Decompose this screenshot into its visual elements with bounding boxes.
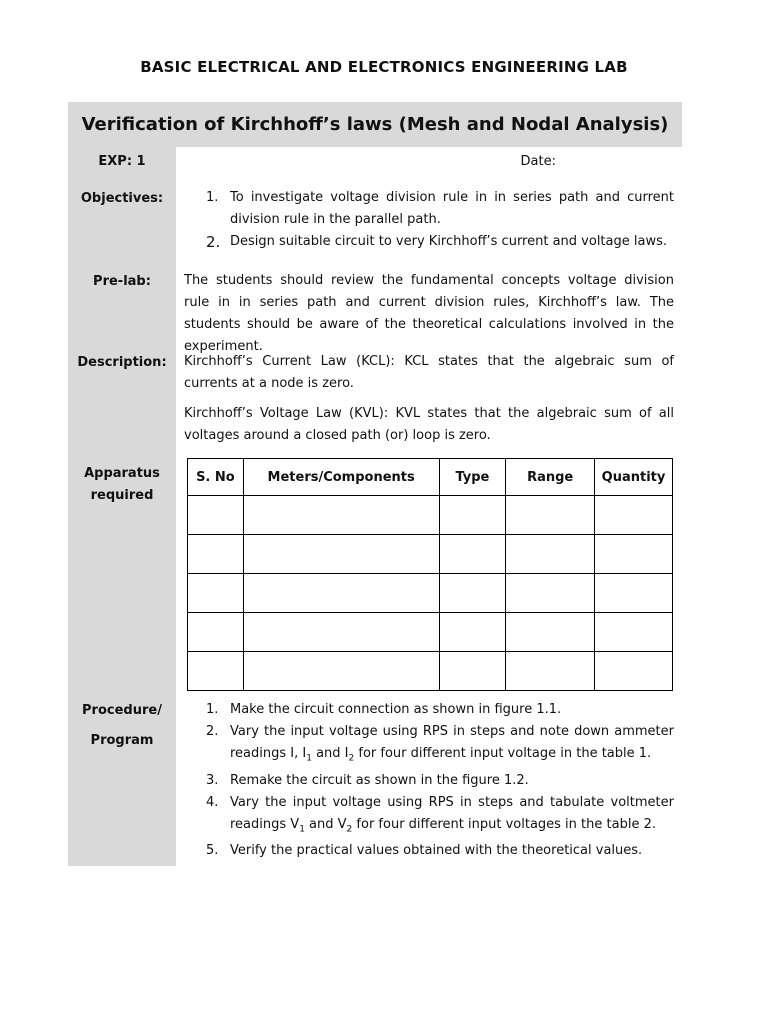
table-cell	[506, 652, 595, 691]
step-text-part: Vary the input voltage using RPS in steps and note down ammeter readings I, I	[230, 724, 674, 761]
table-row	[188, 574, 673, 613]
list-number: 2.	[206, 724, 219, 739]
objective-text: To investigate voltage division rule in in series path and current division rule in the parallel path.	[230, 190, 674, 227]
table-cell	[595, 574, 673, 613]
table-cell	[506, 496, 595, 535]
table-cell	[243, 496, 439, 535]
description-label: Description:	[77, 355, 167, 370]
procedure-step-text	[230, 794, 674, 835]
subscript: 1	[299, 824, 305, 835]
kvl-text: Kirchhoff’s Voltage Law (KVL): KVL states that the algebraic sum of all voltages around a closed path (or) loop is zero.	[184, 406, 674, 443]
lab-title: BASIC ELECTRICAL AND ELECTRONICS ENGINEERING LAB	[140, 58, 628, 76]
list-number: 1.	[206, 190, 219, 205]
experiment-title-bar	[68, 102, 682, 147]
table-row	[188, 535, 673, 574]
table-row	[188, 496, 673, 535]
table-cell	[595, 613, 673, 652]
prelab-text: The students should review the fundamental concepts voltage division rule in in series path and current division rules, Kirchhoff’s law. The students should be aware of the theoretical calculations involved in the experiment.	[184, 273, 674, 354]
prelab-label: Pre-lab:	[93, 274, 151, 289]
table-row	[188, 652, 673, 691]
col-header-quantity: Quantity	[595, 459, 673, 496]
table-cell	[243, 535, 439, 574]
date-label: Date:	[520, 154, 556, 169]
table-row	[188, 613, 673, 652]
table-cell	[188, 535, 244, 574]
col-header-range: Range	[506, 459, 595, 496]
table-cell	[595, 535, 673, 574]
experiment-title: Verification of Kirchhoff’s laws (Mesh and Nodal Analysis)	[81, 114, 669, 135]
procedure-step	[184, 792, 674, 841]
list-number: 1.	[206, 702, 219, 717]
table-cell	[439, 613, 506, 652]
procedure-label-line2: Program	[90, 733, 154, 748]
table-cell	[439, 574, 506, 613]
exp-label: EXP: 1	[98, 154, 146, 169]
procedure-step-text: Make the circuit connection as shown in figure 1.1.	[230, 702, 562, 717]
procedure-step	[184, 721, 674, 770]
table-cell	[243, 574, 439, 613]
table-header-row	[188, 459, 673, 496]
col-header-type: Type	[439, 459, 506, 496]
table-cell	[243, 652, 439, 691]
procedure-step-text	[230, 724, 674, 764]
table-cell	[439, 496, 506, 535]
table-cell	[439, 652, 506, 691]
list-number: 5.	[206, 843, 219, 859]
step-text-part: and V	[304, 816, 347, 832]
step-text-part: for four different input voltages in the table 2.	[352, 816, 656, 832]
subscript: 2	[346, 824, 353, 835]
table-cell	[188, 652, 244, 691]
table-cell	[188, 574, 244, 613]
table-cell	[243, 613, 439, 652]
procedure-label-line1: Procedure/	[82, 703, 162, 718]
procedure-step	[184, 840, 674, 862]
step-text-part: for four different input voltage in the table 1.	[354, 746, 652, 761]
procedure-step	[184, 699, 674, 721]
objectives-label: Objectives:	[80, 191, 164, 206]
apparatus-table	[187, 458, 673, 691]
table-cell	[506, 574, 595, 613]
table-cell	[188, 613, 244, 652]
table-cell	[188, 496, 244, 535]
list-number: 4.	[206, 794, 219, 810]
objectives-list	[184, 187, 674, 253]
procedure-step-text: Remake the circuit as shown in the figure 1.2.	[230, 772, 529, 788]
apparatus-label-line1: Apparatus	[84, 466, 160, 481]
procedure-step	[184, 770, 674, 792]
objective-item	[184, 187, 674, 231]
list-number: 3.	[206, 772, 219, 788]
table-cell	[506, 535, 595, 574]
subscript: 2	[348, 753, 355, 764]
objective-item	[184, 231, 674, 253]
procedure-step-text: Verify the practical values obtained with the theoretical values.	[230, 843, 643, 859]
apparatus-label-line2: required	[90, 488, 154, 503]
step-text-part: and I	[311, 746, 349, 761]
col-header-components: Meters/Components	[243, 459, 439, 496]
kcl-text: Kirchhoff’s Current Law (KCL): KCL states that the algebraic sum of currents at a node is zero.	[184, 354, 674, 391]
table-cell	[595, 652, 673, 691]
list-number: 2.	[206, 233, 221, 251]
col-header-sno: S. No	[188, 459, 244, 496]
step-text-part: Vary the input voltage using RPS in steps and tabulate voltmeter readings V	[230, 794, 674, 832]
table-cell	[439, 535, 506, 574]
label-column	[68, 147, 176, 866]
objective-text: Design suitable circuit to very Kirchhoff’s current and voltage laws.	[230, 234, 667, 249]
procedure-list	[184, 699, 674, 862]
table-cell	[506, 613, 595, 652]
subscript: 1	[306, 753, 312, 764]
table-cell	[595, 496, 673, 535]
